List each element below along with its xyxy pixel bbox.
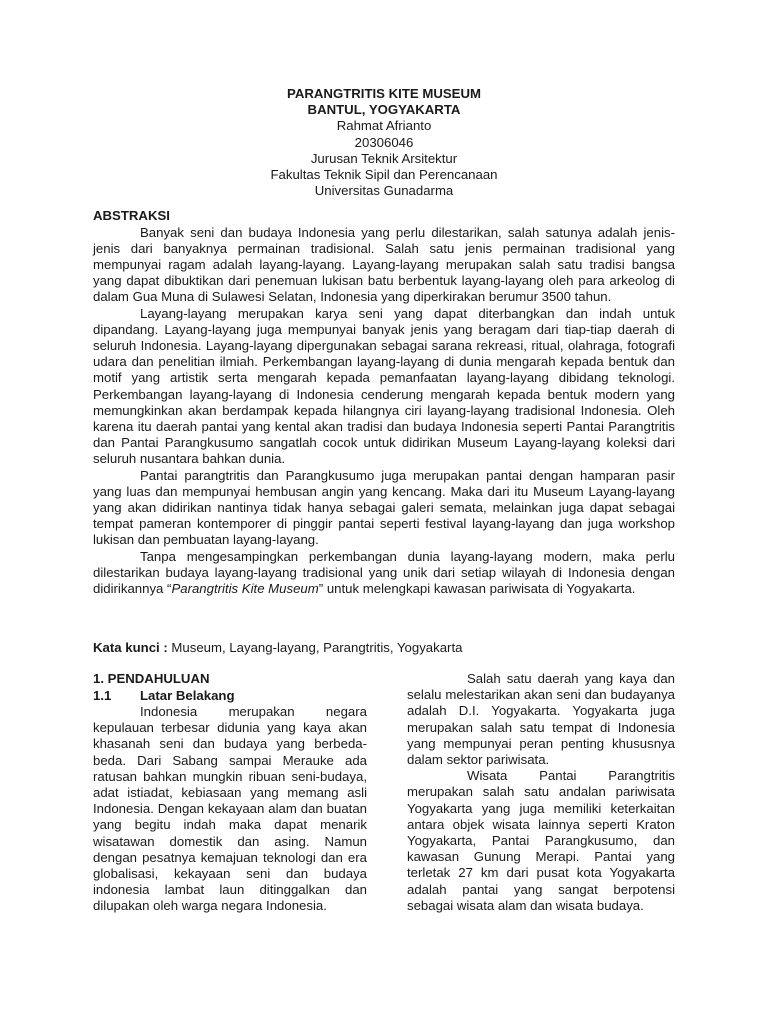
keywords-text: Museum, Layang-layang, Parangtritis, Yogyakarta <box>167 640 463 655</box>
abstract-section <box>93 208 675 597</box>
abstract-paragraph-2: Layang-layang merupakan karya seni yang dapat diterbangkan dan indah untuk dipandang. Layang-layang juga mempunyai banyak jenis yang beragam dari tiap-tiap daerah di seluruh Indonesia. Layang-layang dipergunakan sebagai sarana rekreasi, ritual, olahraga, fotografi udara dan penelitian ilmiah. Perkembangan layang-layang di dunia mengarah kepada bentuk dan motif yang artistik serta mengarah kepada pemanfaatan layang-layang dibidang teknologi. Perkembangan layang-layang di Indonesia cenderung mengarah kepada bentuk modern yang memungkinkan akan berdampak kepada hilangnya ciri layang-layang tradisional Indonesia. Oleh karena itu daerah pantai yang kental akan tradisi dan budaya Indonesia seperti Pantai Parangtritis dan Pantai Parangkusumo sangatlah cocok untuk didirikan Museum Layang-layang koleksi dari seluruh nusantara bahkan dunia. <box>93 305 675 467</box>
student-id: 20306046 <box>354 134 414 150</box>
abstract-p4-text-b: ” untuk melengkapi kawasan pariwisata di Yogyakarta. <box>318 580 636 596</box>
left-column-paragraph: Indonesia merupakan negara kepulauan terbesar didunia yang kaya akan khasanah seni dan budaya yang berbeda-beda. Dari Sabang sampai Merauke ada ratusan bahkan mungkin ribuan seni-budaya, adat istiadat, kebiasaan yang memang asli Indonesia. Dengan kekayaan alam dan buatan yang begitu indah maka dapat menarik wisatawan domestik dan asing. Namun dengan pesatnya kemajuan teknologi dan era globalisasi, kekayaan seni dan budaya indonesia lambat laun ditinggalkan dan dilupakan oleh warga negara Indonesia. <box>93 704 367 914</box>
right-column-paragraph-2: Wisata Pantai Parangtritis merupakan salah satu andalan pariwisata Yogyakarta yang juga memiliki keterkaitan antara objek wisata lainnya seperti Kraton Yogyakarta, Pantai Parangkusumo, dan kawasan Gunung Merapi. Pantai yang terletak 27 km dari pusat kota Yogyakarta adalah pantai yang sangat berpotensi sebagai wisata alam dan wisata budaya. <box>407 768 675 913</box>
subsection-heading <box>93 688 367 705</box>
right-column <box>407 671 675 914</box>
abstract-paragraph-1: Banyak seni dan budaya Indonesia yang perlu dilestarikan, salah satunya adalah jenis-jenis dari banyaknya permainan tradisional. Salah satu jenis permainan tradisional yang mempunyai ragam adalah layang-layang. Layang-layang merupakan salah satu tradisi bangsa yang dapat dibuktikan dari penemuan lukisan batu berbentuk layang-layang oleh para arkeolog di dalam Gua Muna di Sulawesi Selatan, Indonesia yang diperkirakan berumur 3500 tahun. <box>93 224 675 305</box>
subsection-number: 1.1 <box>93 687 112 703</box>
paper-title-line-1: PARANGTRITIS KITE MUSEUM <box>287 86 481 101</box>
faculty: Fakultas Teknik Sipil dan Perencanaan <box>270 166 498 182</box>
author-name: Rahmat Afrianto <box>336 118 432 134</box>
keywords-label: Kata kunci : <box>93 640 168 655</box>
abstract-p4-museum-name: Parangtritis Kite Museum <box>171 580 319 596</box>
paper-header <box>0 86 768 199</box>
keywords-line <box>93 640 675 656</box>
section-heading: 1. PENDAHULUAN <box>93 671 210 686</box>
abstract-heading: ABSTRAKSI <box>93 208 170 223</box>
subsection-title: Latar Belakang <box>140 687 235 703</box>
abstract-p4-text-a: Tanpa mengesampingkan perkembangan dunia layang-layang modern, maka perlu dilestarikan budaya layang-layang tradisional yang unik dari setiap wilayah di Indonesia dengan didirikannya “ <box>93 548 675 596</box>
university: Universitas Gunadarma <box>314 183 454 199</box>
paper-title-line-2: BANTUL, YOGYAKARTA <box>307 102 461 118</box>
abstract-paragraph-4 <box>93 549 675 598</box>
department: Jurusan Teknik Arsitektur <box>310 150 458 166</box>
abstract-paragraph-3: Pantai parangtritis dan Parangkusumo juga merupakan pantai dengan hamparan pasir yang luas dan mempunyai hembusan angin yang kencang. Maka dari itu Museum Layang-layang yang akan didirikan nantinya tidak hanya sebagai galeri semata, melainkan juga dapat sebagai tempat pameran kontemporer di pinggir pantai seperti festival layang-layang dan juga workshop lukisan dan pembuatan layang-layang. <box>93 467 675 548</box>
left-column <box>93 671 367 915</box>
right-column-paragraph-1: Salah satu daerah yang kaya dan selalu melestarikan akan seni dan budayanya adalah D.I. Yogyakarta. Yogyakarta juga merupakan salah satu tempat di Indonesia yang mempunyai peran penting khususnya dalam sektor pariwisata. <box>407 671 675 768</box>
